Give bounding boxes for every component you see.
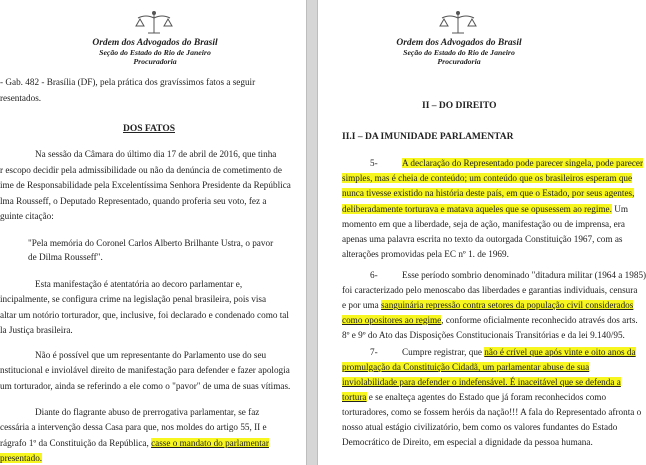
org-name: Ordem dos Advogados do Brasil (396, 38, 522, 48)
text-line: resentados. (0, 93, 42, 103)
text-line (402, 158, 643, 169)
text-line: momento em que a liberdade, seja de ação, manifestação ou de imprensa, era (342, 219, 625, 229)
document-page-left (0, 0, 306, 465)
text-line: Democrático de Direito, em especial a dignidade da pessoa humana. (342, 437, 593, 447)
text-line (342, 173, 632, 184)
letterhead (364, 38, 554, 67)
office-name: Procuradoria (133, 56, 177, 66)
highlighted-text: A declaração do Representado pode parecer singela, pode parecer (402, 158, 644, 168)
text-line: um torturador, ainda se referindo a ele como o "pavor" de uma de suas vítimas. (0, 381, 291, 391)
text-line: 8º e 9º do Ato das Disposições Constitucionais Transitórias e da lei 9.140/95. (342, 330, 625, 340)
paragraph-number: 5- (370, 158, 378, 168)
text-line (0, 438, 269, 449)
text-line: nstitucional e inviolável direito de manifestação para defender e fazer apologia (0, 365, 290, 375)
text-line: alterações promovidas pela EC nº 1. de 1969. (342, 249, 509, 259)
highlighted-text: nunca tivesse existido na história deste país, em que o Estado, por seus agentes, (342, 188, 635, 198)
text-segment: rágrafo 1º da Constituição da República, (0, 438, 149, 448)
subsection-heading-imunidade: II.I – DA IMUNIDADE PARLAMENTAR (342, 132, 514, 142)
paragraph-number: 6- (370, 270, 378, 280)
text-line (342, 392, 606, 403)
text-line: lma Rousseff, o Deputado Representado, quando proferia seu voto, fez a (0, 196, 267, 206)
quote-line: de Dilma Rousseff". (28, 252, 103, 262)
text-line: Diante do flagrante abuso de prerrogativa parlamentar, se faz (35, 407, 260, 417)
oab-emblem-icon (436, 10, 480, 36)
text-line: foi caracterizado pelo menoscabo das liberdades e garantias individuais, censura (342, 285, 638, 295)
highlighted-text: promulgação da Constituição Cidadã, um parlamentar abuse de sua (342, 362, 590, 372)
text-line (0, 453, 42, 464)
text-segment: e por uma (342, 300, 379, 310)
text-line: Esta manifestação é atentatória ao decoro parlamentar e, (35, 279, 243, 289)
text-segment: Um (614, 204, 628, 214)
org-name: Ordem dos Advogados do Brasil (92, 38, 218, 48)
oab-emblem-icon (132, 10, 176, 36)
highlighted-text: não é crível que após vinte e oito anos da (484, 347, 636, 357)
text-line: cessária a intervenção dessa Casa para que, nos moldes do artigo 55, II e (0, 422, 267, 432)
highlighted-text: inviolabilidade para defender o indefensável. É inaceitável que se defenda a (342, 377, 621, 387)
text-segment: e se enalteça agentes do Estado que já foram reconhecidos como (368, 392, 607, 402)
text-line: la Justiça brasileira. (0, 325, 73, 335)
text-line (342, 188, 634, 199)
text-line: torturadores, como se fossem heróis da nação!!! A fala do Representado afronta o (342, 407, 642, 417)
text-line (342, 377, 621, 388)
letterhead (60, 38, 250, 67)
section-heading-direito: II – DO DIREITO (422, 101, 497, 111)
text-segment: , conforme oficialmente reconhecido através dos arts. (441, 315, 638, 325)
text-line: - Gab. 482 - Brasília (DF), pela prática dos gravíssimos fatos a seguir (0, 77, 256, 87)
text-line: Na sessão da Câmara do último dia 17 de abril de 2016, que tinha (35, 149, 277, 159)
section-name: Seção do Estado do Rio de Janeiro (99, 47, 211, 57)
section-heading-fatos: DOS FATOS (123, 124, 175, 134)
highlighted-text: deliberadamente torturava e matava aqueles que se opusessem ao regime. (342, 204, 612, 214)
text-line: r escopo decidir pela admissibilidade ou não da denúncia de cometimento de (0, 165, 282, 175)
text-line: guinte citação: (0, 211, 54, 221)
text-line: Não é possível que um representante do Parlamento use do seu (35, 350, 267, 360)
text-line (342, 315, 638, 326)
section-name: Seção do Estado do Rio de Janeiro (403, 47, 515, 57)
quote-line: "Pela memória do Coronel Carlos Alberto Brilhante Ustra, o pavor (28, 238, 274, 248)
page-gutter (306, 0, 318, 465)
document-page-right (318, 0, 646, 465)
office-name: Procuradoria (437, 56, 481, 66)
text-line: incipalmente, se configura crime na legislação penal brasileira, pois visa (0, 294, 267, 304)
highlighted-text: como opositores ao regime (342, 315, 442, 325)
text-line (342, 204, 628, 215)
text-line (402, 347, 636, 358)
highlighted-text: simples, mas é cheia de conteúdo; um conteúdo que os brasileiros esperam que (342, 173, 633, 183)
text-line: Esse período sombrio denominado "ditadura militar (1964 a 1985) (402, 270, 646, 280)
highlighted-text: sanguinária repressão contra setores da população civil considerados (381, 300, 634, 310)
text-line (342, 300, 633, 311)
text-segment: Cumpre registrar, que (402, 347, 482, 357)
text-line: altar um notório torturador, que, inclusive, foi declarado e condenado como tal (0, 310, 289, 320)
highlighted-text: presentado. (0, 453, 43, 463)
text-line: ime de Responsabilidade pela Excelentíssima Senhora Presidente da República (0, 180, 291, 190)
text-line (342, 362, 589, 373)
text-line: apenas uma palavra escrita no texto da outorgada Constituição 1967, com as (342, 234, 623, 244)
highlighted-text: casse o mandato do parlamentar (151, 438, 269, 448)
text-line: nosso atual estágio civilizatório, bem como os valores fundantes do Estado (342, 422, 618, 432)
paragraph-number: 7- (370, 347, 378, 357)
highlighted-text: tortura (342, 392, 367, 402)
